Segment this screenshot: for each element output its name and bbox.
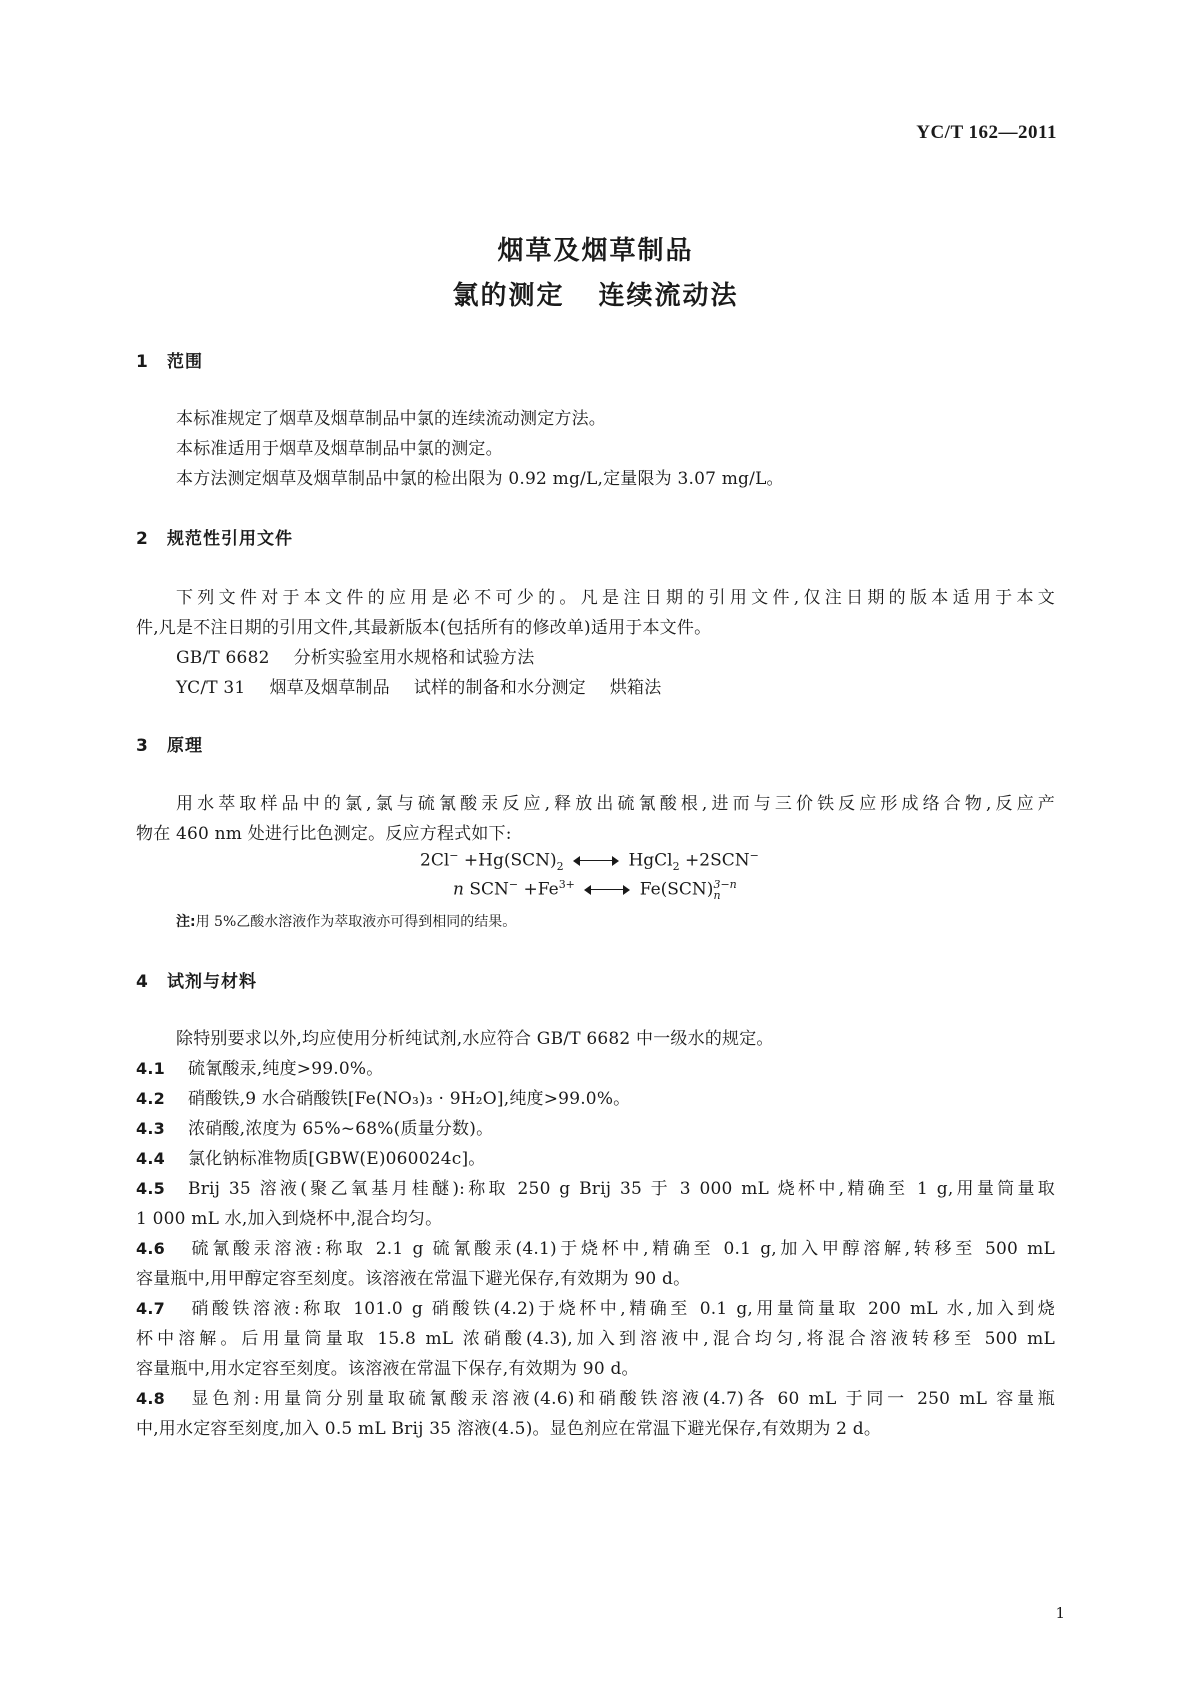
clause-4-1 xyxy=(136,1054,1055,1079)
note-label: 注: xyxy=(176,914,196,930)
clause-text: 硫氰酸汞溶液:称取 2.1 g 硫氰酸汞(4.1)于烧杯中,精确至 0.1 g,加入甲醇溶解,转移至 500 mL xyxy=(188,1239,1055,1259)
normative-reference xyxy=(176,673,1055,698)
eq-subscript: n xyxy=(713,889,721,903)
reference-code: GB/T 6682 xyxy=(176,648,270,668)
page-number: 1 xyxy=(1055,1604,1065,1622)
reference-title-c: 烘箱法 xyxy=(609,678,662,698)
eq-term: Fe(SCN) xyxy=(639,879,714,900)
section-heading-3 xyxy=(136,731,203,756)
clause-text: 浓硝酸,浓度为 65%~68%(质量分数)。 xyxy=(188,1119,494,1139)
eq-subscript: 2 xyxy=(556,860,564,874)
section-number: 1 xyxy=(136,352,149,372)
paragraph-line: 1 000 mL 水,加入到烧杯中,混合均匀。 xyxy=(136,1209,443,1229)
section-number: 3 xyxy=(136,736,149,756)
clause-4-8 xyxy=(136,1384,1055,1409)
eq-term: +Hg(SCN) xyxy=(458,850,557,871)
clause-4-5 xyxy=(136,1174,1055,1199)
note xyxy=(176,911,516,931)
section-title: 原理 xyxy=(167,736,203,756)
note-text: 用 5%乙酸水溶液作为萃取液亦可得到相同的结果。 xyxy=(195,914,517,930)
eq-subscript: 2 xyxy=(672,860,680,874)
clause-number: 4.2 xyxy=(136,1089,165,1108)
section-title: 规范性引用文件 xyxy=(167,529,293,549)
reaction-equation-2 xyxy=(453,878,737,901)
section-title: 范围 xyxy=(167,352,203,372)
reference-title: 分析实验室用水规格和试验方法 xyxy=(293,648,535,668)
clause-4-6 xyxy=(136,1234,1055,1259)
clause-number: 4.4 xyxy=(136,1149,165,1168)
eq-superscript: 3−n xyxy=(713,878,737,892)
section-title: 试剂与材料 xyxy=(167,972,257,992)
clause-number: 4.6 xyxy=(136,1239,165,1258)
paragraph-line: 杯中溶解。后用量筒量取 15.8 mL 浓硝酸(4.3),加入到溶液中,混合均匀,将混合溶液转移至 500 mL xyxy=(136,1329,1055,1349)
clause-number: 4.3 xyxy=(136,1119,165,1138)
reference-title-b: 试样的制备和水分测定 xyxy=(413,678,586,698)
eq-superscript: 3+ xyxy=(558,878,575,891)
eq-term: SCN xyxy=(463,879,509,900)
eq-term: HgCl xyxy=(628,850,673,871)
section-number: 4 xyxy=(136,972,149,992)
clause-text: 硫氰酸汞,纯度>99.0%。 xyxy=(188,1059,384,1079)
section-heading-2 xyxy=(136,524,293,549)
clause-number: 4.5 xyxy=(136,1179,165,1198)
clause-text: 氯化钠标准物质[GBW(E)060024c]。 xyxy=(188,1149,486,1169)
clause-text: 显色剂:用量筒分别量取硫氰酸汞溶液(4.6)和硝酸铁溶液(4.7)各 60 mL 于同一 250 mL 容量瓶 xyxy=(188,1389,1055,1409)
document-title-line2 xyxy=(0,275,1191,312)
eq-superscript: − xyxy=(749,849,759,862)
eq-variable: n xyxy=(453,879,464,900)
paragraph-line: 本标准适用于烟草及烟草制品中氯的测定。 xyxy=(176,439,503,459)
section-number: 2 xyxy=(136,529,149,549)
title-part-a: 氯的测定 xyxy=(452,281,565,311)
clause-number: 4.1 xyxy=(136,1059,165,1078)
paragraph-line: 中,用水定容至刻度,加入 0.5 mL Brij 35 溶液(4.5)。显色剂应在常温下避光保存,有效期为 2 d。 xyxy=(136,1419,882,1439)
clause-text: Brij 35 溶液(聚乙氧基月桂醚):称取 250 g Brij 35 于 3 000 mL 烧杯中,精确至 1 g,用量筒量取 xyxy=(188,1179,1055,1199)
double-arrow-icon xyxy=(584,885,630,895)
standard-number: YC/T 162—2011 xyxy=(916,122,1057,143)
eq-term: 2Cl xyxy=(420,850,450,871)
clause-4-4 xyxy=(136,1144,1055,1169)
paragraph-line: 本方法测定烟草及烟草制品中氯的检出限为 0.92 mg/L,定量限为 3.07 mg/L。 xyxy=(176,469,784,489)
paragraph-line: 下列文件对于本文件的应用是必不可少的。凡是注日期的引用文件,仅注日期的版本适用于本文 xyxy=(176,588,1055,608)
paragraph-line: 除特别要求以外,均应使用分析纯试剂,水应符合 GB/T 6682 中一级水的规定。 xyxy=(176,1029,774,1049)
section-heading-1 xyxy=(136,347,203,372)
reference-code: YC/T 31 xyxy=(176,678,246,698)
normative-reference xyxy=(176,643,1055,668)
paragraph-line: 物在 460 nm 处进行比色测定。反应方程式如下: xyxy=(136,824,512,844)
clause-number: 4.7 xyxy=(136,1299,165,1318)
eq-superscript: − xyxy=(449,849,459,862)
double-arrow-icon xyxy=(573,856,619,866)
reaction-equation-1 xyxy=(420,849,759,873)
reference-title-a: 烟草及烟草制品 xyxy=(269,678,390,698)
clause-text: 硝酸铁溶液:称取 101.0 g 硝酸铁(4.2)于烧杯中,精确至 0.1 g,用量筒量取 200 mL 水,加入到烧 xyxy=(188,1299,1055,1319)
eq-term: +Fe xyxy=(518,879,559,900)
title-part-b: 连续流动法 xyxy=(598,281,739,311)
clause-4-3 xyxy=(136,1114,1055,1139)
paragraph-line: 件,凡是不注日期的引用文件,其最新版本(包括所有的修改单)适用于本文件。 xyxy=(136,618,712,638)
document-title-line1: 烟草及烟草制品 xyxy=(497,236,694,266)
paragraph-line: 本标准规定了烟草及烟草制品中氯的连续流动测定方法。 xyxy=(176,409,606,429)
clause-4-7 xyxy=(136,1294,1055,1319)
eq-superscript: − xyxy=(508,878,519,891)
clause-4-2 xyxy=(136,1084,1055,1109)
paragraph-line: 容量瓶中,用甲醇定容至刻度。该溶液在常温下避光保存,有效期为 90 d。 xyxy=(136,1269,691,1289)
paragraph-line: 容量瓶中,用水定容至刻度。该溶液在常温下保存,有效期为 90 d。 xyxy=(136,1359,639,1379)
clause-number: 4.8 xyxy=(136,1389,165,1408)
section-heading-4 xyxy=(136,967,257,992)
paragraph-line: 用水萃取样品中的氯,氯与硫氰酸汞反应,释放出硫氰酸根,进而与三价铁反应形成络合物,反应产 xyxy=(176,794,1055,814)
eq-term: +2SCN xyxy=(679,850,750,871)
clause-text: 硝酸铁,9 水合硝酸铁[Fe(NO₃)₃ · 9H₂O],纯度>99.0%。 xyxy=(188,1089,631,1109)
